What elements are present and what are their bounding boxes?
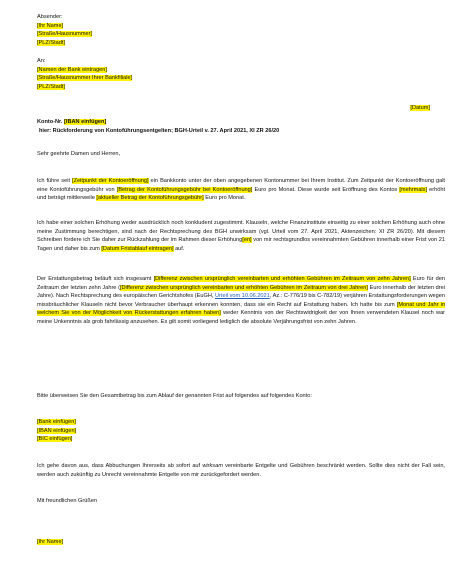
p1-text-i: Euro pro Monat. xyxy=(203,195,246,202)
recipient-heading: An: xyxy=(37,58,46,64)
sender-block xyxy=(37,13,445,47)
recipient-city-placeholder: [PLZ/Stadt] xyxy=(37,83,65,90)
initial-fee-placeholder: [Betrag der Kontoführungsgebühr bei Kontoeröffnung] xyxy=(116,186,253,193)
paragraph-refund-amount xyxy=(37,275,445,327)
p2-text-a: Ich habe einer solchen Erhöhung weder ausdrücklich noch konkludent zugestimmt. Klauseln, welche Finanzinstitute einseitig zu einer solchen Erhöhung auch ohne meine Zustimmung berechtigen, sind nach der Rechtsprechung des BGH unwirksam (vgl. Urteil vom 27. April 2021, Aktenzeichen: XI ZR 26/20). Mit diesem Schreiben fordere ich Sie daher zur Rückzahlung der im Rahmen dieser Erhöhung xyxy=(37,220,445,244)
bank-bic-placeholder: [BIC einfügen] xyxy=(37,436,73,443)
p2-text-c: von mir rechtsgrundlos vereinnahmten Gebühren innerhalb einer Frist von 21 Tagen und daher bis zum xyxy=(37,237,445,252)
sender-city-placeholder: [PLZ/Stadt] xyxy=(37,39,65,46)
subject-line: hier: Rückforderung von Kontoführungsentgelten; BGH-Urteil v. 27. April 2021, XI ZR 26/20 xyxy=(39,127,280,134)
closing: Mit freundlichen Grüßen xyxy=(37,498,98,504)
paragraph-transfer-request: Bitte überweisen Sie den Gesamtbetrag bis zum Ablauf der genannten Frist auf folgendes auf folgendes Konto: xyxy=(37,393,312,399)
p3-text-a: Der Erstattungsbetrag beläuft sich insgesamt xyxy=(37,276,154,282)
p1-text-g: erhöht und beträgt mittlerweile xyxy=(37,186,446,202)
ten-year-difference-placeholder: [Differenz zwischen ursprünglich vereinbarten und erhöhten Gebühren im Zeitraum von zehn Jahren] xyxy=(153,276,411,282)
p3-text-c: Euro für den Zeitraum der letzten zehn Jahre ( xyxy=(37,276,445,291)
recipient-block xyxy=(37,57,445,91)
sender-street-placeholder: [Straße/Hausnummer] xyxy=(37,31,93,38)
salutation: Sehr geehrte Damen und Herren, xyxy=(37,151,121,157)
date-placeholder: [Datum] xyxy=(410,105,430,111)
recipient-bank-placeholder: [Namen der Bank eintragen] xyxy=(37,66,107,73)
signature-line xyxy=(37,538,445,547)
p5-text-a: Ich gehe davon aus, dass Abbuchungen Ihrerseits ab sofort auf xyxy=(37,463,203,469)
p3-text-g: , Az.: C-776/19 bis C-782/19) verjähren Erstattungsforderungen wegen missbräuchlicher Klauseln nicht bevor Verbraucher überhaupt erkennen konnten, dass sie ein Recht auf Erstattung haben. Ich hatte bis zum xyxy=(37,293,445,308)
knowledge-date-placeholder: [Monat und Jahr in welchem Sie von der Möglichkeit von Rückerstattungen erfahren haben] xyxy=(37,301,445,317)
three-year-difference-placeholder: [Differenz zwischen ursprünglich vereinbarten und erhöhten Gebühren im Zeitraum von drei Jahren] xyxy=(119,284,368,291)
p3-text-i: weder Kenntnis von der Rechtswidrigkeit der von Ihnen verwendeten Klausel noch war meine Unkenntnis als grob fahrlässig anzusehen. Es gilt somit vorliegend lediglich die absolute Verjährungsfrist von zehn Jahren. xyxy=(37,310,445,325)
increase-count-placeholder: [mehrmals] xyxy=(399,186,428,193)
paragraph-legal-basis xyxy=(37,219,445,253)
plural-suffix-placeholder: [en] xyxy=(242,237,252,244)
account-open-date-placeholder: [Zeitpunkt der Kontoeröffnung] xyxy=(72,178,149,184)
bank-iban-placeholder: [IBAN einfügen] xyxy=(37,427,77,434)
current-fee-placeholder: [aktueller Betrag der Kontoführungsgebühr] xyxy=(96,195,204,202)
sender-name-placeholder: [Ihr Name] xyxy=(37,22,64,29)
subject-block xyxy=(37,118,445,135)
eugh-judgment-link[interactable]: Urteil vom 10.06.2021 xyxy=(215,293,270,300)
date-line xyxy=(410,104,430,113)
paragraph-account-history xyxy=(37,177,445,203)
paragraph-future-fees xyxy=(37,462,445,479)
p1-text-e: Euro pro Monat. Diese wurde seit Eröffnung des Kontos xyxy=(252,186,400,193)
recipient-street-placeholder: [Straße/Hausnummer Ihrer Bankfiliale] xyxy=(37,75,133,82)
subject-iban-placeholder: [IBAN einfügen] xyxy=(64,119,107,125)
bank-name-placeholder: [Bank einfügen] xyxy=(37,419,76,425)
deadline-date-placeholder: [Datum Fristablauf eintragen] xyxy=(101,245,174,252)
subject-account-prefix: Konto-Nr. xyxy=(37,119,65,125)
p1-text-a: Ich führe seit xyxy=(37,178,73,184)
bank-details-block xyxy=(37,418,445,444)
p5-emphasis: wirksam xyxy=(202,463,223,469)
p3-text-e: Euro innerhalb der letzten drei Jahre). Nach Rechtsprechung des europäischen Gerichtshofes (EuGH, xyxy=(37,284,446,300)
p1-text-c: ein Bankkonto unter der oben angegebenen Kontonummer bei Ihrem Institut. Zum Zeitpunkt der Kontoeröffnung galt eine Kontoführungsgebühr von xyxy=(37,178,445,193)
sender-heading: Absender: xyxy=(37,14,63,20)
signature-name-placeholder: [Ihr Name] xyxy=(37,539,64,545)
p2-text-e: auf. xyxy=(173,245,185,252)
p5-text-c: vereinbarte Entgelte und Gebühren beschränkt werden. Sollte dies nicht der Fall sein, werden auch zukünftig zu Unrecht vereinnahmte Entgelte von mir zurückgefordert werden. xyxy=(37,463,445,478)
